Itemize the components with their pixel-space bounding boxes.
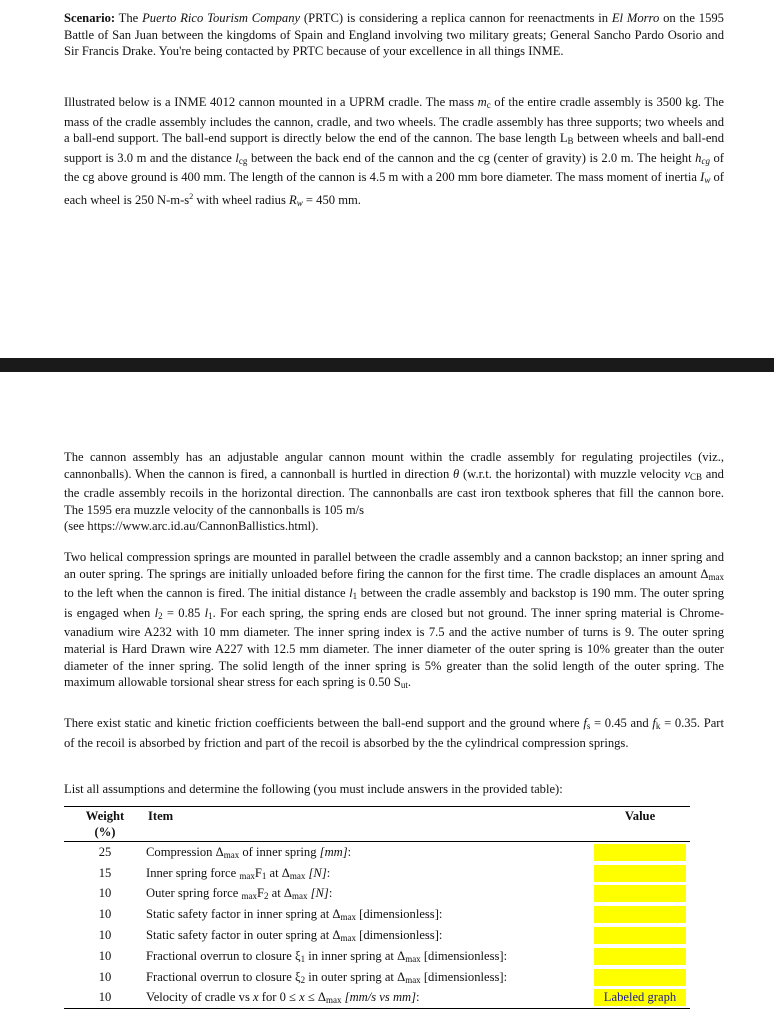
subscript: max [340,912,356,923]
weight-header-label: Weight [85,809,125,823]
text: [dimensionless]: [356,907,443,922]
text: [dimensionless]: [420,969,508,984]
subscript: max [405,974,421,985]
text: Static safety factor in outer spring at Δ [146,928,341,943]
symbol: l [154,605,159,620]
text: = 450 mm. [302,192,361,207]
text: Two helical compression springs are mounted in parallel between the cradle assembly and a cannon backstop; an inner spring and an outer spring. The springs are initially unloaded before firing the cannon for the first time. The cradle displaces an amount Δ [64,550,724,581]
text: Inner spring force [146,865,240,880]
text: at Δ [266,865,290,880]
item-cell [146,904,590,925]
value-cell[interactable] [590,904,690,925]
symbol: l [204,605,209,620]
value-cell[interactable] [590,967,690,988]
subscript: w [296,197,303,208]
weight-cell: 10 [98,990,112,1005]
table-header-row [64,807,690,842]
answer-field[interactable] [594,844,686,861]
text: Outer spring force [146,886,242,901]
subscript: max [239,870,255,881]
text: Static safety factor in inner spring at Δ [146,907,341,922]
text: of the cg above ground is 400 mm. The length of the cannon is 4.5 m with a 200 mm bore diameter. The mass moment of inertia [64,150,724,185]
text: in inner spring at Δ [305,948,406,963]
text: with wheel radius [193,192,290,207]
item-cell [146,842,590,863]
text: : [347,844,352,859]
page-divider [0,358,774,372]
subscript: 2 [263,891,269,902]
subscript: 2 [300,974,306,985]
springs-paragraph [64,549,724,694]
cannon-mount-paragraph [64,449,724,535]
text: = 0.45 and [590,716,653,730]
cannon-description-paragraph [64,94,724,212]
text: (PRTC) is considering a replica cannon for reenactments in [300,11,612,25]
weight-header [64,807,146,842]
table-row [64,884,690,905]
subscript: CB [690,471,703,482]
answer-field[interactable] [594,885,686,902]
subscript: 1 [208,610,213,621]
subscript: 2 [158,610,163,621]
value-cell[interactable] [590,925,690,946]
subscript: max [326,995,342,1006]
item-cell [146,884,590,905]
answer-field[interactable] [594,906,686,923]
item-cell [146,863,590,884]
unit: [mm/s vs mm] [341,990,417,1005]
text: F [256,886,264,901]
subscript: w [704,175,711,186]
text: on the 1595 Battle of San Juan between the kingdoms of Spain and England involving two military greats; General Sancho Pardo Osorio and Sir Francis Drake. You're being contacted by PRTC because of your excellence in all things INME. [64,11,724,59]
item-cell [146,925,590,946]
answer-field[interactable] [594,948,686,965]
item-cell [146,946,590,967]
table-row [64,988,690,1009]
subscript: max [291,891,308,902]
symbol: f [652,716,656,730]
friction-paragraph [64,715,724,751]
text: . For each spring, the spring ends are closed but not ground. The inner spring material is Chrome-vanadium wire A232 with 10 mm diameter. The inner spring index is 7.5 and the active number of turns is 9. The outer spring material is Hard Drawn wire A227 with 12.5 mm diameter. The inner diameter of the outer spring is 10% greater than the outer diameter of the inner spring. The solid length of the inner spring is 5% greater than the solid length of the outer spring. The maximum allowable torsional shear stress for each spring is 0.50 S [64,605,724,690]
text: . [407,675,411,690]
subscript: B [567,136,574,147]
value-cell[interactable] [590,946,690,967]
value-header: Value [624,809,656,823]
text: [dimensionless]: [356,928,443,943]
symbol: θ [453,466,460,481]
symbol: m [477,95,487,109]
text: of each wheel is 250 N-m-s [64,170,724,207]
weight-cell: 10 [98,886,112,901]
text: between the cradle assembly and backstop is 190 mm. The outer spring is engaged when [64,586,724,620]
subscript: s [586,721,591,731]
symbol: l [349,586,353,601]
weight-cell: 10 [98,928,112,943]
weight-cell: 15 [98,865,112,880]
subscript: max [340,933,356,944]
scenario-paragraph [64,10,724,60]
subscript: 1 [300,953,306,964]
text: between the back end of the cannon and the cg (center of gravity) is 2.0 m. The height [247,150,696,165]
weight-cell: 10 [98,948,112,963]
subscript: c [486,100,491,110]
table-row [64,967,690,988]
unit: [mm] [319,844,348,859]
text: F [254,865,262,880]
value-cell[interactable] [590,842,690,863]
text: : [328,886,333,901]
symbol: R [289,192,297,207]
table-row [64,842,690,863]
weight-cell: 25 [98,844,112,859]
symbol: h [695,150,702,165]
table-row [64,946,690,967]
symbol: l [235,150,239,165]
item-cell [146,988,590,1009]
unit: [N] [307,886,329,901]
fort-name: El Morro [611,11,660,25]
weight-cell: 10 [98,907,112,922]
text: and the cradle assembly recoils in the horizontal direction. The cannonballs are cast iron textbook spheres that fill the cannon bore. The 1595 era muzzle velocity of the cannonballs is 105 m/s [64,466,724,517]
item-header: Item [148,809,174,823]
symbol: f [583,716,587,730]
subscript: 1 [261,870,267,881]
subscript: cg [238,155,248,166]
text: [dimensionless]: [420,948,508,963]
subscript: max [405,953,421,964]
value-cell[interactable] [590,988,690,1009]
text: between wheels and ball-end support is 3.0 m and the distance [64,131,725,165]
subscript: max [289,870,306,881]
graph-answer-field[interactable]: Labeled graph [594,989,686,1006]
table-row [64,863,690,884]
symbol: x [299,990,305,1005]
weight-cell: 10 [98,969,112,984]
value-cell[interactable] [590,863,690,884]
text: of inner spring [239,844,320,859]
answer-field[interactable] [594,927,686,944]
text: The [115,11,143,25]
text: Illustrated below is a INME 4012 cannon mounted in a UPRM cradle. The mass [64,95,478,109]
weight-header-unit: (%) [94,825,116,839]
scenario-label: Scenario: [64,11,116,25]
text: for 0 ≤ [258,990,300,1005]
text: in outer spring at Δ [305,969,406,984]
superscript: 2 [189,191,194,201]
text: The cannon assembly has an adjustable angular cannon mount within the cradle assembly for regulating projectiles (viz., cannonballs). When the cannon is fired, a cannonball is hurtled in direction [64,450,724,481]
subscript: max [223,849,240,860]
unit: [N] [305,865,327,880]
answer-table [64,806,690,1009]
text: = 0.35. Part of the recoil is absorbed by friction and part of the recoil is absorbed by the the cylindrical compression springs. [64,716,724,750]
table-row [64,925,690,946]
table-row [64,904,690,925]
company-name: Puerto Rico Tourism Company [142,11,301,25]
text: of the entire cradle assembly is 3500 kg. The mass of the cradle assembly includes the cannon, cradle, and two wheels. The cradle assembly has three supports; two wheels and a ball-end support. The ball-end support is directly below the end of the cannon. The base length L [64,95,724,146]
text: Compression Δ [146,844,224,859]
text: There exist static and kinetic friction coefficients between the ball-end support and the ground where [64,716,584,730]
text: to the left when the cannon is fired. The initial distance [64,586,350,601]
subscript: cg [701,155,710,166]
symbol: I [700,170,705,185]
subscript: max [241,891,257,902]
value-cell[interactable] [590,884,690,905]
text: at Δ [268,886,292,901]
text: ≤ Δ [304,990,327,1005]
subscript: k [655,721,661,731]
item-cell [146,967,590,988]
text: Fractional overrun to closure ξ [146,969,301,984]
text: : [326,865,331,880]
subscript: max [708,571,724,582]
text: Velocity of cradle vs [146,990,254,1005]
instructions: List all assumptions and determine the following (you must include answers in the provided table): [64,782,563,796]
subscript: 1 [352,591,358,602]
text: Fractional overrun to closure ξ [146,948,301,963]
reference-link[interactable]: (see https://www.arc.id.au/CannonBallistics.html). [64,519,319,534]
subscript: ut [400,680,408,691]
answer-field[interactable] [594,969,686,986]
text: (w.r.t. the horizontal) with muzzle velocity [459,466,685,481]
text: = 0.85 [162,605,205,620]
answer-field[interactable] [594,865,686,882]
text: : [416,990,420,1005]
symbol: v [684,466,691,481]
symbol: x [253,990,259,1005]
